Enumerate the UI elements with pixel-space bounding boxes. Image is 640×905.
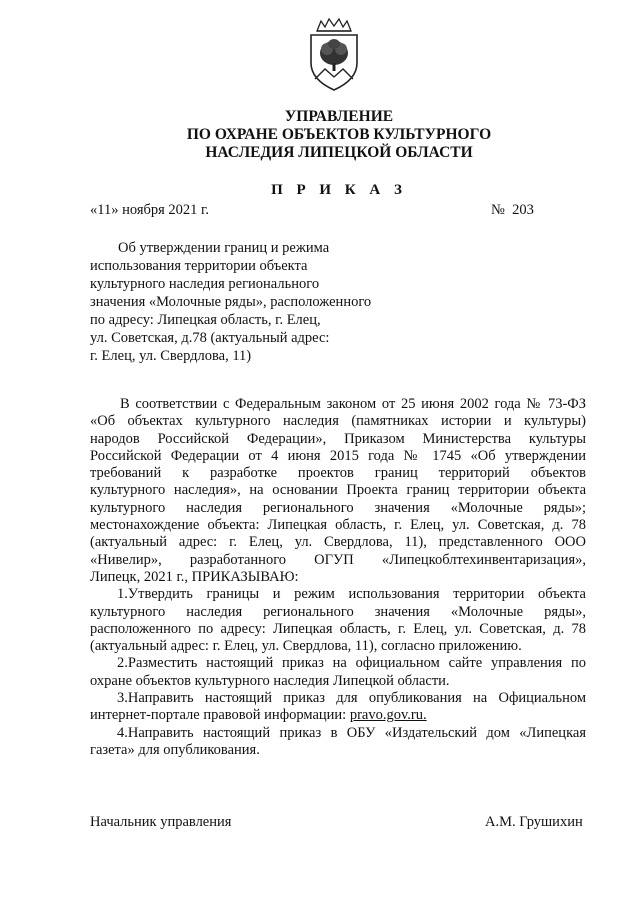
item-2-line: 2.Разместить настоящий приказ на официальном сайте управления по [117, 655, 586, 672]
item-1-line: (актуальный адрес: г. Елец, ул. Свердлова, 11), согласно приложению. [90, 638, 522, 655]
subject-line: по адресу: Липецкая область, г. Елец, [90, 312, 321, 328]
preamble-line: народов Российской Федерации», Приказом Министерства культуры [90, 430, 586, 447]
item-4-line: 4.Направить настоящий приказ в ОБУ «Издательский дом «Липецкая [117, 724, 586, 741]
preamble-line: Липецк, 2021 г., ПРИКАЗЫВАЮ: [90, 568, 299, 585]
signatory-name: А.М. Грушихин [485, 814, 583, 830]
preamble-line: В соответствии с Федеральным законом от 25 июня 2002 года № 73-ФЗ [120, 396, 586, 412]
order-subject [90, 239, 410, 365]
item-1-line: 1.Утвердить границы и режим использования территории объекта [117, 586, 586, 603]
org-line: НАСЛЕДИЯ ЛИПЕЦКОЙ ОБЛАСТИ [205, 144, 473, 161]
subject-line: культурного наследия регионального [90, 276, 320, 292]
order-date: «11» ноября 2021 г. [90, 202, 209, 218]
preamble-line: требований к разработке проектов границ территорий объектов [90, 465, 586, 482]
org-line: ПО ОХРАНЕ ОБЪЕКТОВ КУЛЬТУРНОГО [186, 126, 492, 143]
preamble-line: (актуальный адрес: г. Елец, ул. Свердлова, 11), представленного ООО [90, 534, 586, 551]
preamble-line: культурного наследия регионального значения «Молочные ряды»; [90, 499, 586, 516]
subject-line: использования территории объекта [90, 258, 308, 274]
item-1-line: расположенного по адресу: Липецкая область, г. Елец, ул. Советская, д. 78 [90, 620, 586, 637]
preamble-line: «Нивелир», разработанного ОГУП «Липецкоблтехинвентаризация», [90, 551, 586, 568]
subject-line: г. Елец, ул. Свердлова, 11) [90, 348, 252, 364]
item-3-text: интернет-портале правовой информации: [90, 707, 350, 724]
item-1-line: культурного наследия регионального значения «Молочные ряды», [90, 603, 586, 620]
preamble-line: Российской Федерации от 4 июня 2015 года № 1745 «Об утверждении [90, 447, 586, 464]
signatory-role: Начальник управления [90, 814, 232, 830]
item-3-line [90, 707, 586, 724]
subject-line: значения «Молочные ряды», расположенного [90, 294, 372, 310]
subject-line: Об утверждении границ и режима [118, 240, 330, 256]
order-body [90, 396, 586, 759]
item-4-line: газета» для опубликования. [90, 741, 260, 758]
item-3-line: 3.Направить настоящий приказ для опубликования на Официальном [117, 690, 586, 707]
organization-name [0, 108, 640, 162]
pravo-link[interactable]: pravo.gov.ru. [349, 707, 427, 724]
coat-of-arms-icon [303, 17, 365, 93]
preamble-line: «Об объектах культурного наследия (памятниках истории и культуры) [90, 413, 586, 430]
document-type: П Р И К А З [271, 182, 407, 198]
preamble-line: культурного наследия», на основании Проекта границ территории объекта [90, 482, 586, 499]
subject-line: ул. Советская, д.78 (актуальный адрес: [90, 330, 330, 346]
preamble-line: местонахождение объекта: Липецкая область, г. Елец, ул. Советская, д. 78 [90, 517, 586, 534]
org-line: УПРАВЛЕНИЕ [284, 108, 394, 125]
order-number: № 203 [491, 202, 534, 218]
item-2-line: охране объектов культурного наследия Липецкой области. [90, 672, 450, 689]
